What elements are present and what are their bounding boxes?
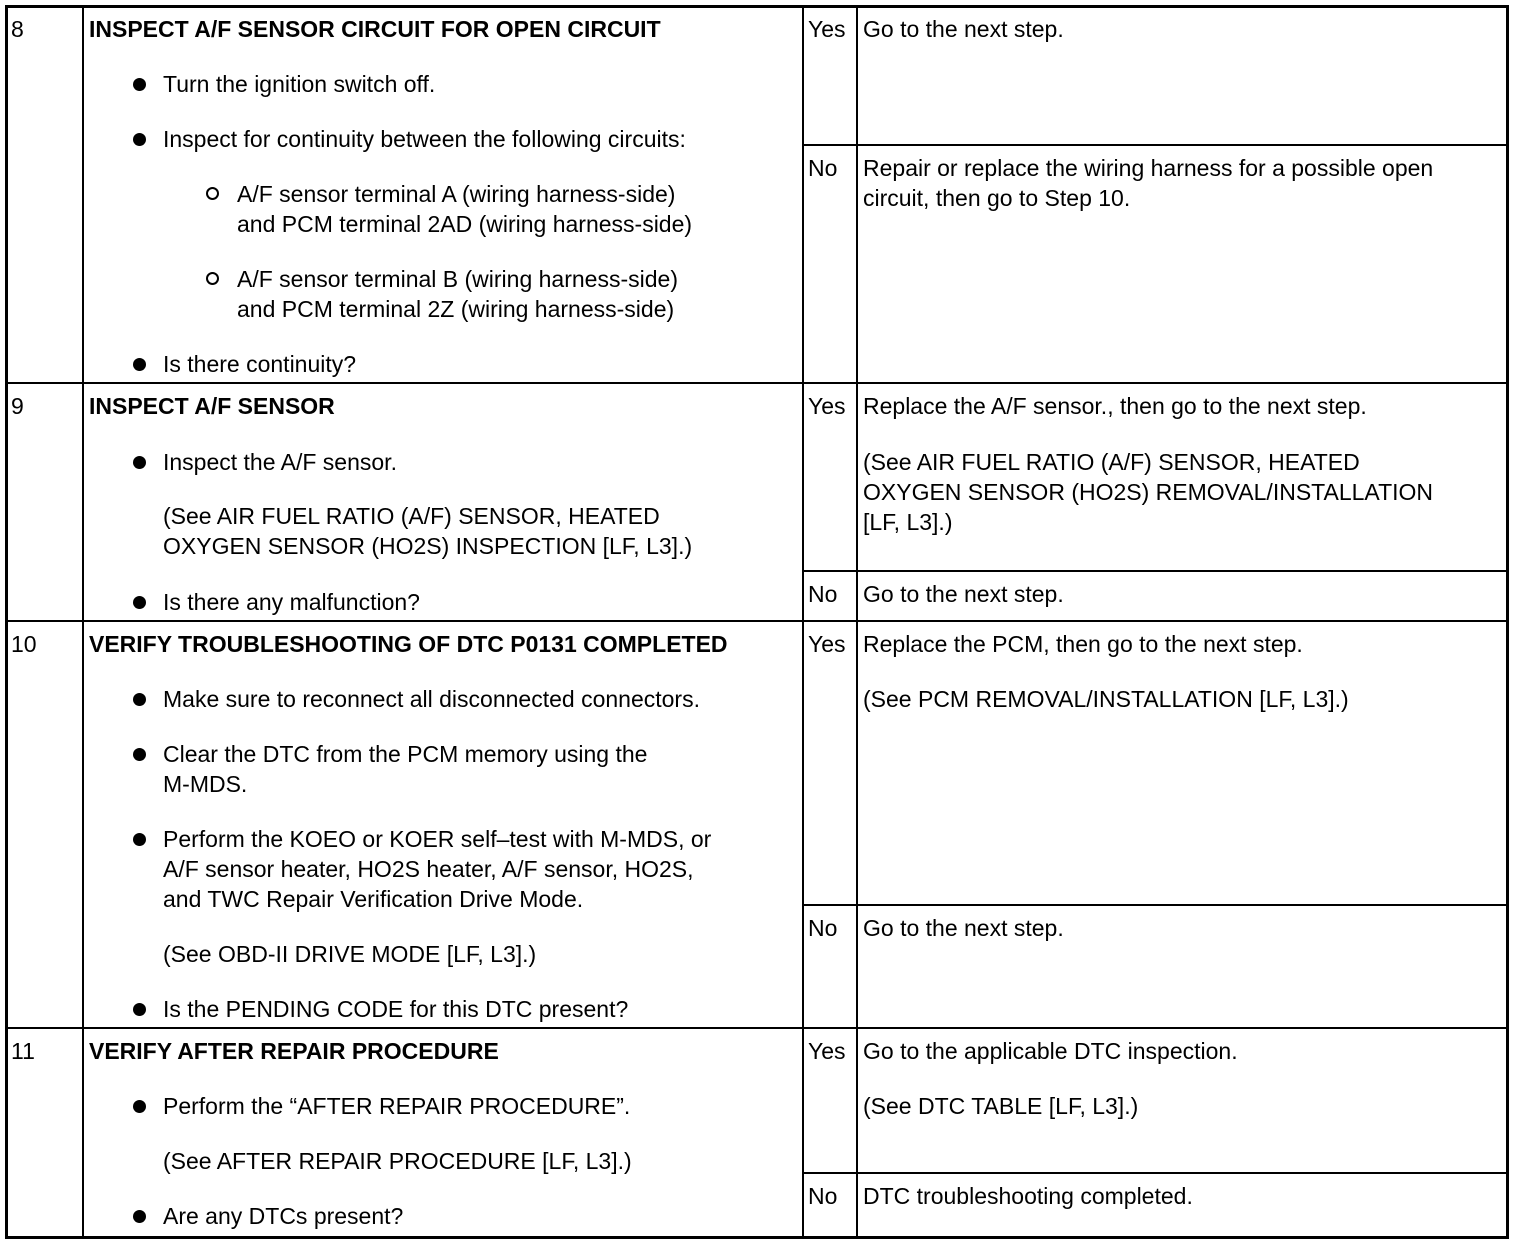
step-reference: (See OBD-II DRIVE MODE [LF, L3].) [163,941,537,967]
yes-label: Yes [808,1038,846,1064]
step-title: VERIFY AFTER REPAIR PROCEDURE [89,1038,499,1064]
column-divider [82,7,84,1237]
yes-reference: OXYGEN SENSOR (HO2S) REMOVAL/INSTALLATION [863,479,1434,505]
step-instruction: and TWC Repair Verification Drive Mode. [163,886,584,912]
step-question: Is there continuity? [163,351,357,377]
bullet-icon [133,596,146,609]
step-question: Are any DTCs present? [163,1203,404,1229]
step-title: INSPECT A/F SENSOR [89,393,335,419]
step-instruction: Inspect the A/F sensor. [163,449,397,475]
step-number: 9 [11,393,24,419]
yes-action: Go to the next step. [863,16,1064,42]
yes-reference: [LF, L3].) [863,509,953,535]
no-label: No [808,915,838,941]
bullet-icon [133,833,146,846]
step-reference: (See AIR FUEL RATIO (A/F) SENSOR, HEATED [163,503,660,529]
bullet-icon [133,358,146,371]
row-divider [7,1027,1507,1029]
bullet-icon [133,693,146,706]
bullet-icon [133,78,146,91]
bullet-icon [133,1210,146,1223]
no-label: No [808,1183,838,1209]
step-sub-instruction: A/F sensor terminal B (wiring harness-side) [237,266,678,292]
no-action: Repair or replace the wiring harness for a possible open [863,155,1434,181]
yes-label: Yes [808,631,846,657]
no-action: circuit, then go to Step 10. [863,185,1131,211]
yes-action: Replace the PCM, then go to the next step. [863,631,1303,657]
step-instruction: Inspect for continuity between the following circuits: [163,126,686,152]
yes-reference: (See DTC TABLE [LF, L3].) [863,1093,1139,1119]
step-instruction: M-MDS. [163,771,248,797]
step-number: 8 [11,16,24,42]
yes-action: Replace the A/F sensor., then go to the next step. [863,393,1367,419]
bullet-icon [133,1003,146,1016]
sub-bullet-icon [206,187,219,200]
sub-bullet-icon [206,272,219,285]
step-instruction: A/F sensor heater, HO2S heater, A/F sensor, HO2S, [163,856,694,882]
step-question: Is the PENDING CODE for this DTC present? [163,996,629,1022]
yes-label: Yes [808,16,846,42]
bullet-icon [133,748,146,761]
yes-action: Go to the applicable DTC inspection. [863,1038,1238,1064]
no-action: Go to the next step. [863,581,1064,607]
yes-no-divider [803,144,1507,146]
column-divider [856,7,858,1237]
step-reference: OXYGEN SENSOR (HO2S) INSPECTION [LF, L3].) [163,533,693,559]
step-instruction: Turn the ignition switch off. [163,71,436,97]
column-divider [802,7,804,1237]
step-instruction: Perform the KOEO or KOER self–test with M-MDS, or [163,826,712,852]
step-number: 11 [11,1038,35,1064]
yes-no-divider [803,904,1507,906]
yes-reference: (See AIR FUEL RATIO (A/F) SENSOR, HEATED [863,449,1360,475]
step-sub-instruction: A/F sensor terminal A (wiring harness-side) [237,181,676,207]
no-action: Go to the next step. [863,915,1064,941]
step-title: VERIFY TROUBLESHOOTING OF DTC P0131 COMPLETED [89,631,728,657]
row-divider [7,382,1507,384]
step-sub-instruction: and PCM terminal 2AD (wiring harness-side) [237,211,693,237]
step-number: 10 [11,631,37,657]
step-instruction: Make sure to reconnect all disconnected connectors. [163,686,700,712]
step-question: Is there any malfunction? [163,589,420,615]
yes-no-divider [803,1172,1507,1174]
yes-label: Yes [808,393,846,419]
step-sub-instruction: and PCM terminal 2Z (wiring harness-side) [237,296,675,322]
yes-no-divider [803,570,1507,572]
no-label: No [808,155,838,181]
step-title: INSPECT A/F SENSOR CIRCUIT FOR OPEN CIRCUIT [89,16,661,42]
step-instruction: Clear the DTC from the PCM memory using the [163,741,648,767]
step-reference: (See AFTER REPAIR PROCEDURE [LF, L3].) [163,1148,632,1174]
step-instruction: Perform the “AFTER REPAIR PROCEDURE”. [163,1093,631,1119]
row-divider [7,620,1507,622]
no-action: DTC troubleshooting completed. [863,1183,1193,1209]
bullet-icon [133,456,146,469]
yes-reference: (See PCM REMOVAL/INSTALLATION [LF, L3].) [863,686,1349,712]
no-label: No [808,581,838,607]
bullet-icon [133,1100,146,1113]
bullet-icon [133,133,146,146]
